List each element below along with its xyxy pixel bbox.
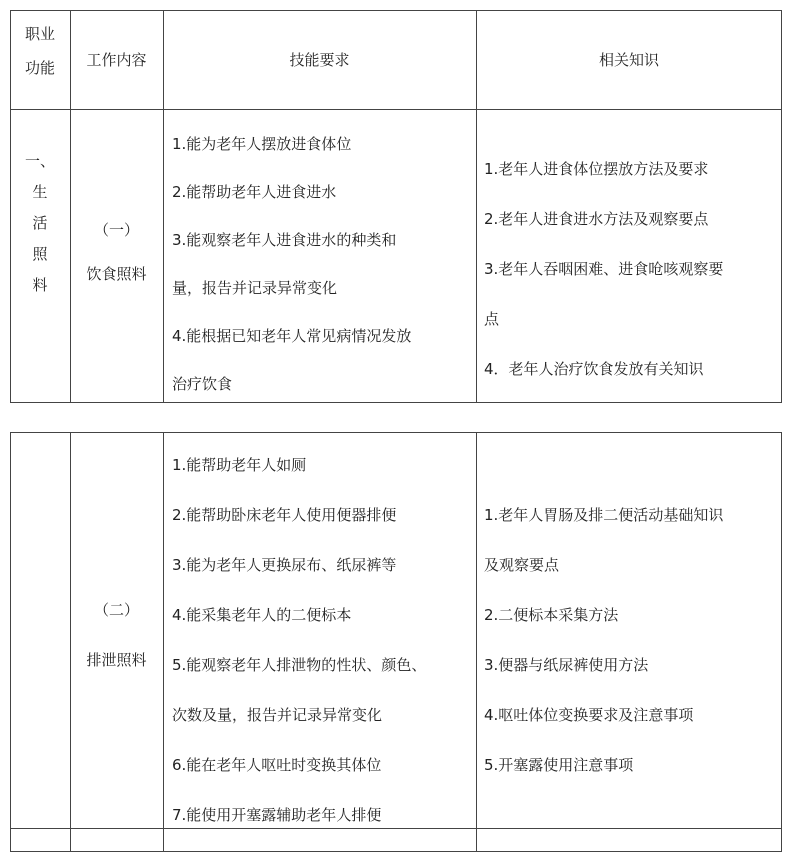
work-content-diet — [70, 218, 163, 286]
skill-item: 7.能使用开塞露辅助老年人排便 — [172, 806, 382, 824]
skill-item: 2.能帮助老年人进食进水 — [172, 183, 337, 201]
column-divider — [163, 432, 164, 852]
function-char: 活 — [32, 214, 48, 232]
function-char: 生 — [32, 183, 48, 201]
knowledge-item: 5.开塞露使用注意事项 — [484, 756, 634, 774]
knowledge-item: 1.老年人进食体位摆放方法及要求 — [484, 160, 709, 178]
work-content-excretion — [70, 598, 163, 672]
skill-item: 5.能观察老年人排泄物的性状、颜色、 — [172, 656, 427, 674]
header-function-line1: 职业 — [24, 25, 55, 43]
knowledge-item: 点 — [484, 310, 500, 328]
header-skill-requirements: 技能要求 — [289, 51, 350, 69]
skill-item: 1.能为老年人摆放进食体位 — [172, 135, 352, 153]
knowledge-item: 1.老年人胃肠及排二便活动基础知识 — [484, 506, 724, 524]
knowledge-list — [484, 144, 780, 394]
knowledge-item: 2.老年人进食进水方法及观察要点 — [484, 210, 709, 228]
header-function-line2: 功能 — [24, 59, 55, 77]
skill-item: 2.能帮助卧床老年人使用便器排便 — [172, 506, 397, 524]
function-char: 一、 — [24, 152, 55, 170]
skill-item: 治疗饮食 — [172, 375, 233, 393]
header-related-knowledge: 相关知识 — [598, 51, 659, 69]
skill-item: 6.能在老年人呕吐时变换其体位 — [172, 756, 382, 774]
skills-list — [172, 440, 474, 840]
skills-list — [172, 120, 474, 408]
work-content-label: 饮食照料 — [86, 265, 147, 283]
column-divider — [476, 432, 477, 852]
table-excretion-care — [10, 432, 782, 852]
knowledge-item: 及观察要点 — [484, 556, 560, 574]
header-function — [10, 20, 70, 82]
function-life-care — [10, 146, 70, 301]
function-char: 照 — [32, 245, 48, 263]
skill-item: 1.能帮助老年人如厕 — [172, 456, 307, 474]
work-content-number: （二） — [93, 601, 139, 619]
table-diet-care — [10, 10, 782, 403]
skill-item: 量，报告并记录异常变化 — [172, 279, 338, 297]
header-work-content: 工作内容 — [86, 51, 147, 69]
skill-item: 4.能采集老年人的二便标本 — [172, 606, 352, 624]
skill-item: 4.能根据已知老年人常见病情况发放 — [172, 327, 412, 345]
skill-item: 次数及量，报告并记录异常变化 — [172, 706, 383, 724]
knowledge-item: 2.二便标本采集方法 — [484, 606, 619, 624]
work-content-number: （一） — [93, 221, 139, 239]
knowledge-item: 3.老年人吞咽困难、进食呛咳观察要 — [484, 260, 724, 278]
skill-item: 3.能为老年人更换尿布、纸尿裤等 — [172, 556, 397, 574]
work-content-label: 排泄照料 — [86, 651, 147, 669]
knowledge-item: 4．老年人治疗饮食发放有关知识 — [484, 360, 704, 378]
skill-item: 3.能观察老年人进食进水的种类和 — [172, 231, 397, 249]
knowledge-list — [484, 490, 780, 790]
header-divider — [10, 109, 782, 110]
knowledge-item: 4.呕吐体位变换要求及注意事项 — [484, 706, 694, 724]
knowledge-item: 3.便器与纸尿裤使用方法 — [484, 656, 649, 674]
function-char: 料 — [32, 276, 48, 294]
